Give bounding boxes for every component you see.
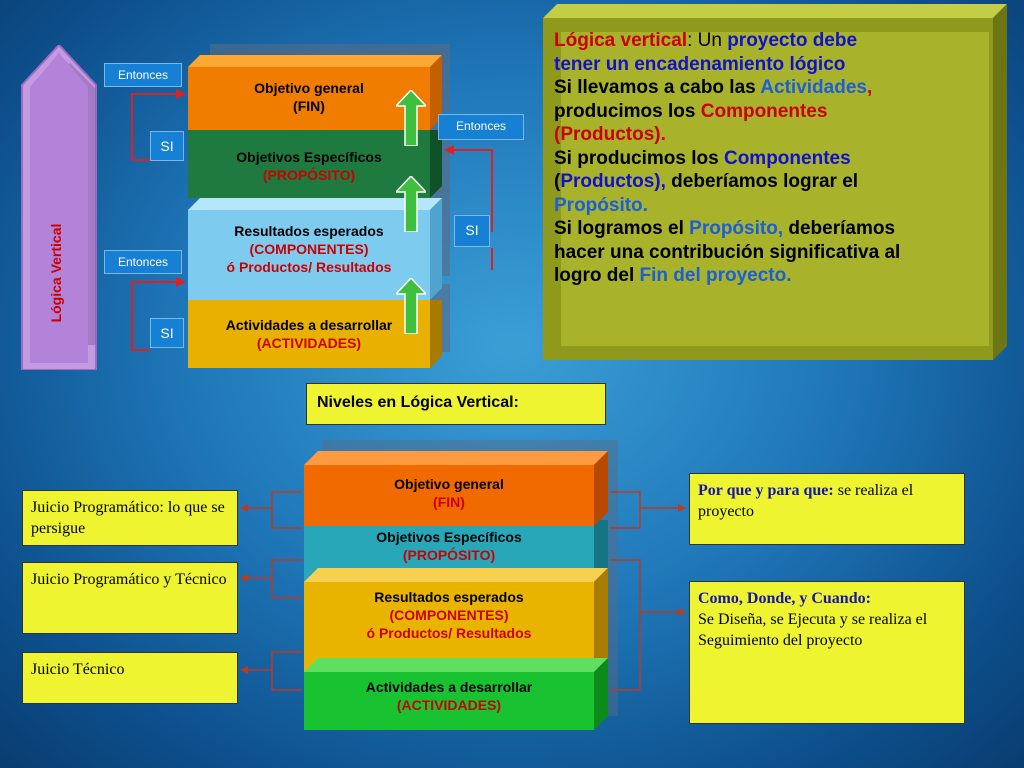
bottom-step-componentes-title: Resultados esperados	[374, 589, 524, 605]
juicio-programatico-tecnico-box: Juicio Programático y Técnico	[22, 562, 238, 634]
bottom-step-componentes-sub2: ó Productos/ Resultados	[366, 625, 532, 641]
por-que-box: Por que y para que: se realiza el proyecto	[689, 473, 965, 545]
vertical-logic-label: Lógica Vertical	[48, 223, 64, 323]
entonces-label-2: Entonces	[438, 114, 524, 140]
bottom-step-proposito-sub: (PROPÓSITO)	[402, 547, 496, 563]
top-step-actividades-title: Actividades a desarrollar	[225, 317, 393, 333]
entonces-label-1: Entonces	[104, 63, 182, 87]
si-label-2: SI	[454, 215, 490, 247]
bottom-step-fin-sub: (FIN)	[433, 494, 465, 510]
bottom-step-proposito-title: Objetivos Específicos	[376, 529, 522, 545]
entonces-label-3: Entonces	[104, 250, 182, 274]
si-label-1: SI	[150, 131, 184, 161]
top-step-componentes-title: Resultados esperados	[234, 223, 384, 239]
bottom-step-actividades-sub: (ACTIVIDADES)	[396, 697, 502, 713]
bottom-step-actividades-title: Actividades a desarrollar	[365, 679, 533, 695]
niveles-title: Niveles en Lógica Vertical:	[306, 383, 606, 425]
juicio-programatico-box: Juicio Programático: lo que se persigue	[22, 490, 238, 546]
top-step-proposito-sub: (PROPÓSITO)	[262, 167, 356, 183]
top-step-proposito-title: Objetivos Específicos	[236, 149, 382, 165]
top-step-componentes-sub2: ó Productos/ Resultados	[226, 259, 392, 275]
como-donde-box: Como, Donde, y Cuando: Se Diseña, se Ejecuta y se realiza el Seguimiento del proyecto	[689, 581, 965, 724]
bottom-step-fin-title: Objetivo general	[394, 476, 504, 492]
top-step-fin-sub: (FIN)	[293, 98, 325, 114]
top-step-fin-title: Objetivo general	[254, 80, 364, 96]
top-step-actividades-sub: (ACTIVIDADES)	[256, 335, 362, 351]
si-label-3: SI	[150, 318, 184, 348]
panel-text: Lógica vertical: Un proyecto debe tener un encadenamiento lógico Si llevamos a cabo las Actividades, producimos los Componentes (Productos). Si producimos los Componentes (Productos), deberíamos lograr el Propósito. Si logramos el Propósito, deberíamos hacer una contribución significativa al logro del Fin del proyecto.	[554, 30, 901, 286]
juicio-tecnico-box: Juicio Técnico	[22, 652, 238, 704]
bottom-step-componentes-sub: (COMPONENTES)	[389, 607, 509, 623]
top-step-componentes-sub: (COMPONENTES)	[249, 241, 369, 257]
